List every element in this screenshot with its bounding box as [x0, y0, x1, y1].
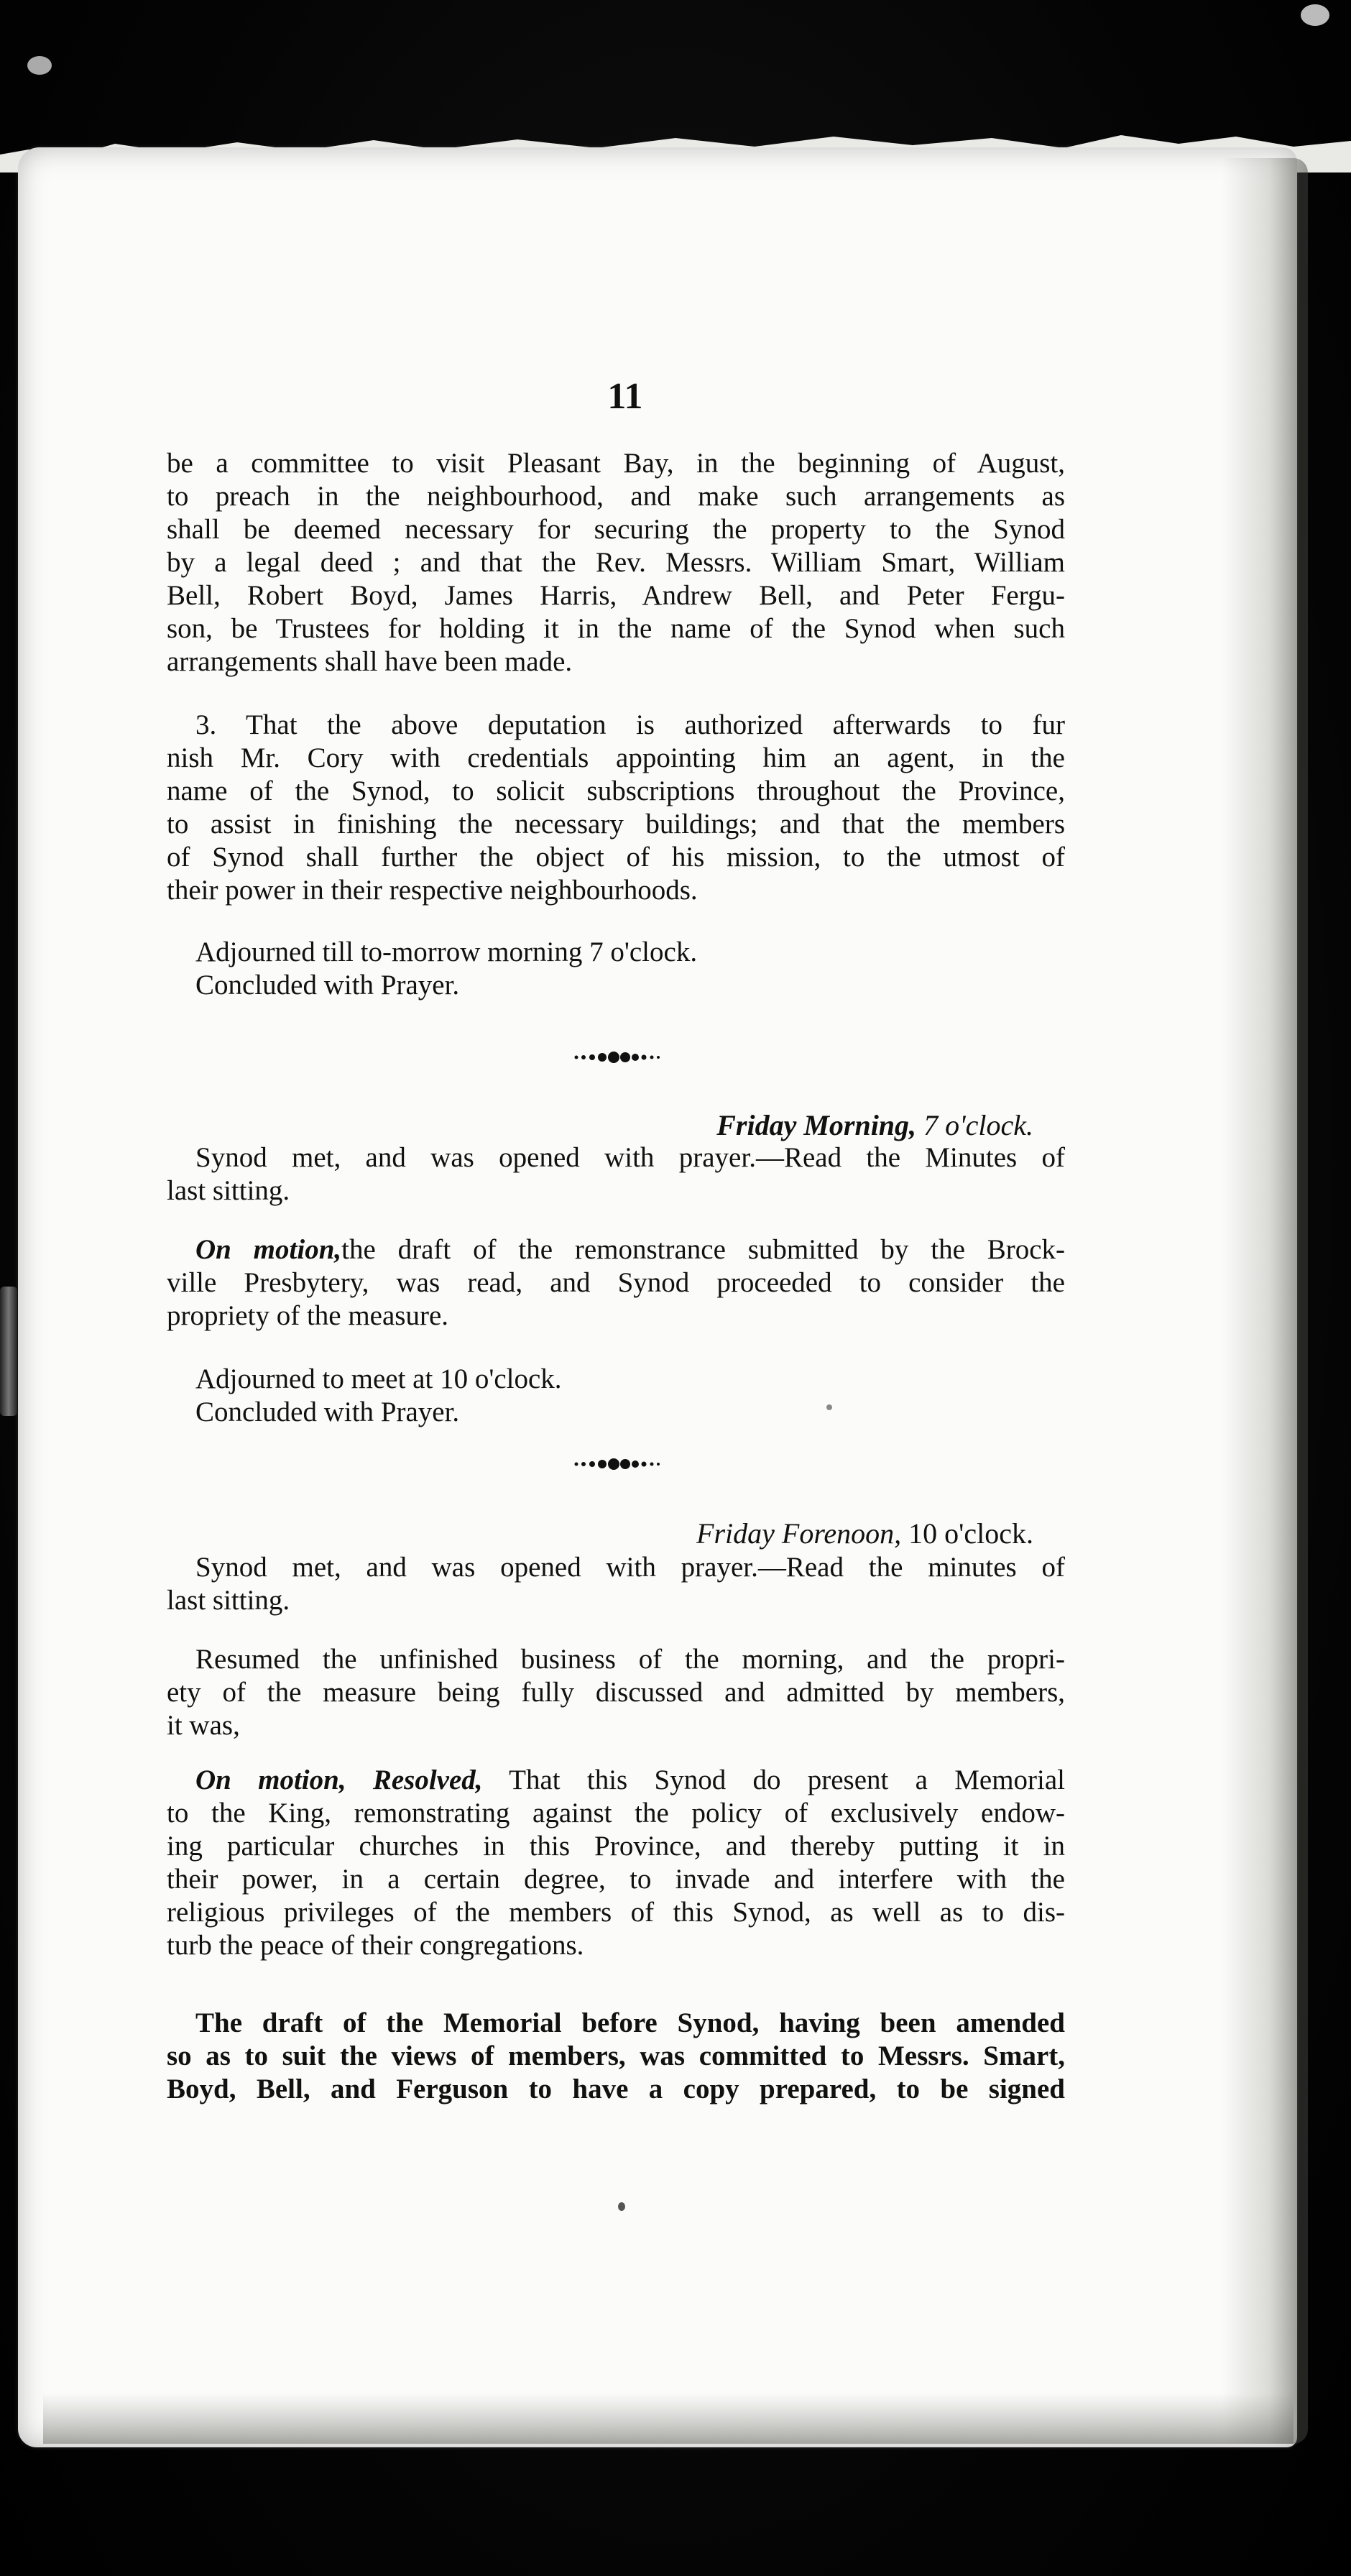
text-line: Adjourned to meet at 10 o'clock.	[195, 1363, 562, 1394]
text-line: it was,	[167, 1710, 240, 1741]
text-line: Resumed the unfinished business of the morning, and the propri-	[195, 1644, 1065, 1675]
text-line: Bell, Robert Boyd, James Harris, Andrew Bell, and Peter Fergu-	[167, 580, 1065, 611]
text-line: ing particular churches in this Province, and thereby putting it in	[167, 1831, 1065, 1862]
paragraph-adjourned-morning	[167, 936, 1065, 1002]
heading-time: 10 o'clock.	[908, 1517, 1033, 1550]
page-number: 11	[607, 376, 643, 417]
section-divider-ornament	[561, 1453, 676, 1475]
paragraph-synod-met-morning	[167, 1141, 1065, 1208]
motion-lead: On motion,	[195, 1234, 342, 1265]
paragraph-synod-met-forenoon	[167, 1551, 1065, 1617]
text-line: Concluded with Prayer.	[195, 1397, 460, 1427]
paragraph-adjourned-ten	[167, 1363, 1065, 1429]
dust-speck	[27, 56, 52, 75]
heading-day: Friday Forenoon,	[696, 1517, 902, 1550]
heading-time: 7 o'clock.	[923, 1109, 1033, 1141]
text-line: Boyd, Bell, and Ferguson to have a copy prepared, to be signed	[167, 2074, 1065, 2104]
dust-speck	[618, 2202, 625, 2211]
text-line: their power, in a certain degree, to invade and interfere with the	[167, 1864, 1065, 1895]
text-line: religious privileges of the members of this Synod, as well as to dis-	[167, 1897, 1065, 1928]
text-line: turb the peace of their congregations.	[167, 1930, 584, 1961]
section-heading-friday-morning	[716, 1108, 1033, 1142]
page-bottom-edge-shadow	[43, 2393, 1294, 2444]
text-line	[167, 1764, 1065, 1797]
text-line: shall be deemed necessary for securing the property to the Synod	[167, 514, 1065, 545]
section-divider-ornament	[561, 1046, 676, 1068]
text-line: to assist in finishing the necessary buildings; and that the members	[167, 809, 1065, 840]
heading-day: Friday Morning,	[716, 1109, 917, 1141]
text-line: ety of the measure being fully discussed and admitted by members,	[167, 1677, 1065, 1708]
text-line: 3. That the above deputation is authorized afterwards to fur	[195, 709, 1065, 740]
text-line: be a committee to visit Pleasant Bay, in the beginning of August,	[167, 448, 1065, 479]
paragraph-memorial-draft	[167, 2007, 1065, 2106]
text-line: last sitting.	[167, 1175, 290, 1206]
page-right-edge-shadow	[1222, 158, 1308, 2444]
paragraph-committee-visit	[167, 447, 1065, 678]
text-line: son, be Trustees for holding it in the name of the Synod when such	[167, 613, 1065, 644]
motion-text: the draft of the remonstrance submitted by the Brock-	[341, 1234, 1065, 1265]
text-line: name of the Synod, to solicit subscriptions throughout the Province,	[167, 776, 1065, 806]
text-line: The draft of the Memorial before Synod, having been amended	[195, 2007, 1065, 2038]
text-line: Concluded with Prayer.	[195, 970, 460, 1000]
text-line: last sitting.	[167, 1585, 290, 1616]
resolution-lead: On motion, Resolved,	[195, 1765, 483, 1795]
text-line: by a legal deed ; and that the Rev. Messrs. William Smart, William	[167, 547, 1065, 578]
section-heading-friday-forenoon	[696, 1517, 1033, 1550]
paragraph-resumed-business	[167, 1643, 1065, 1742]
paragraph-remonstrance-draft	[167, 1233, 1065, 1333]
text-line: Adjourned till to-morrow morning 7 o'clock.	[195, 937, 698, 967]
paragraph-deputation-credentials	[167, 709, 1065, 907]
text-line: to the King, remonstrating against the policy of exclusively endow-	[167, 1798, 1065, 1828]
text-line	[167, 1233, 1065, 1266]
text-line: Synod met, and was opened with prayer.—Read the Minutes of	[195, 1142, 1065, 1173]
dust-speck	[1301, 4, 1329, 26]
text-line: arrangements shall have been made.	[167, 646, 573, 677]
text-line: propriety of the measure.	[167, 1300, 449, 1331]
text-line: of Synod shall further the object of his mission, to the utmost of	[167, 842, 1065, 873]
binding-clip	[0, 1287, 17, 1416]
text-line: nish Mr. Cory with credentials appointing him an agent, in the	[167, 742, 1065, 773]
text-line: ville Presbytery, was read, and Synod proceeded to consider the	[167, 1267, 1065, 1298]
text-line: Synod met, and was opened with prayer.—Read the minutes of	[195, 1552, 1065, 1583]
text-line: to preach in the neighbourhood, and make such arrangements as	[167, 481, 1065, 512]
text-line: their power in their respective neighbourhoods.	[167, 875, 698, 906]
resolution-text: That this Synod do present a Memorial	[509, 1765, 1066, 1795]
paragraph-memorial-resolution	[167, 1764, 1065, 1962]
text-line: so as to suit the views of members, was committed to Messrs. Smart,	[167, 2041, 1065, 2071]
